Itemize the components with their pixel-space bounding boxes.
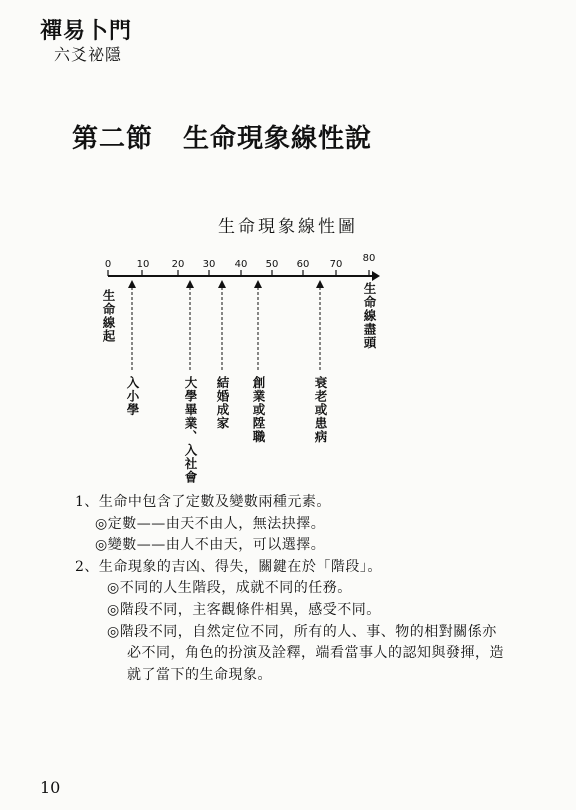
event-label-primary-school: 入小學 bbox=[125, 376, 140, 417]
event-arrowheads bbox=[128, 280, 324, 288]
section-number: 第二節 bbox=[72, 124, 154, 154]
note-item-1-fixed: ◎定數——由天不由人，無法抉擇。 bbox=[95, 515, 326, 532]
page-number: 10 bbox=[40, 778, 61, 797]
tick-label: 0 bbox=[104, 259, 112, 270]
note-item-1-variable: ◎變數——由人不由天，可以選擇。 bbox=[95, 537, 326, 554]
arrowhead bbox=[128, 280, 136, 288]
event-label-marriage: 結婚成家 bbox=[215, 376, 230, 430]
timeline-end-label: 生命線盡頭 bbox=[362, 282, 377, 350]
event-pointers bbox=[132, 282, 320, 372]
note-item-2-c-cont: 必不同，角色的扮演及詮釋，端看當事人的認知與發揮，造 bbox=[127, 645, 504, 662]
event-label-aging: 衰老或患病 bbox=[313, 376, 328, 444]
note-item-2-a: ◎不同的人生階段，成就不同的任務。 bbox=[107, 580, 352, 597]
arrowhead bbox=[316, 280, 324, 288]
tick-label: 30 bbox=[202, 259, 216, 270]
arrowhead bbox=[186, 280, 194, 288]
event-label-career: 創業或陞職 bbox=[251, 376, 266, 444]
event-label-graduation: 大學畢業、入社會 bbox=[183, 376, 198, 484]
note-item-1: 1、生命中包含了定數及變數兩種元素。 bbox=[75, 494, 331, 510]
tick-label: 20 bbox=[171, 259, 185, 270]
tick-labels bbox=[105, 253, 376, 270]
note-item-2-c-cont: 就了當下的生命現象。 bbox=[127, 666, 272, 683]
tick-label: 40 bbox=[234, 259, 248, 270]
note-item-2-c: ◎階段不同，自然定位不同，所有的人、事、物的相對關係亦 bbox=[107, 623, 497, 640]
section-title: 生命現象線性說 bbox=[183, 124, 373, 154]
notes-list bbox=[75, 492, 504, 686]
diagram-title: 生命現象線性圖 bbox=[218, 217, 358, 237]
timeline-start-label: 生命線起 bbox=[101, 289, 116, 343]
tick-label: 70 bbox=[329, 259, 343, 270]
book-title: 禪易卜門 bbox=[40, 18, 133, 44]
book-subtitle: 六爻祕隱 bbox=[54, 45, 123, 64]
tick-label: 80 bbox=[362, 253, 376, 264]
note-item-2-b: ◎階段不同，主客觀條件相異，感受不同。 bbox=[107, 601, 381, 618]
timeline-arrowhead bbox=[372, 271, 380, 281]
arrowhead bbox=[254, 280, 262, 288]
tick-label: 60 bbox=[296, 259, 310, 270]
tick-label: 50 bbox=[265, 259, 279, 270]
note-item-2: 2、生命現象的吉凶、得失，關鍵在於「階段」。 bbox=[75, 558, 382, 575]
tick-label: 10 bbox=[136, 259, 150, 270]
arrowhead bbox=[218, 280, 226, 288]
